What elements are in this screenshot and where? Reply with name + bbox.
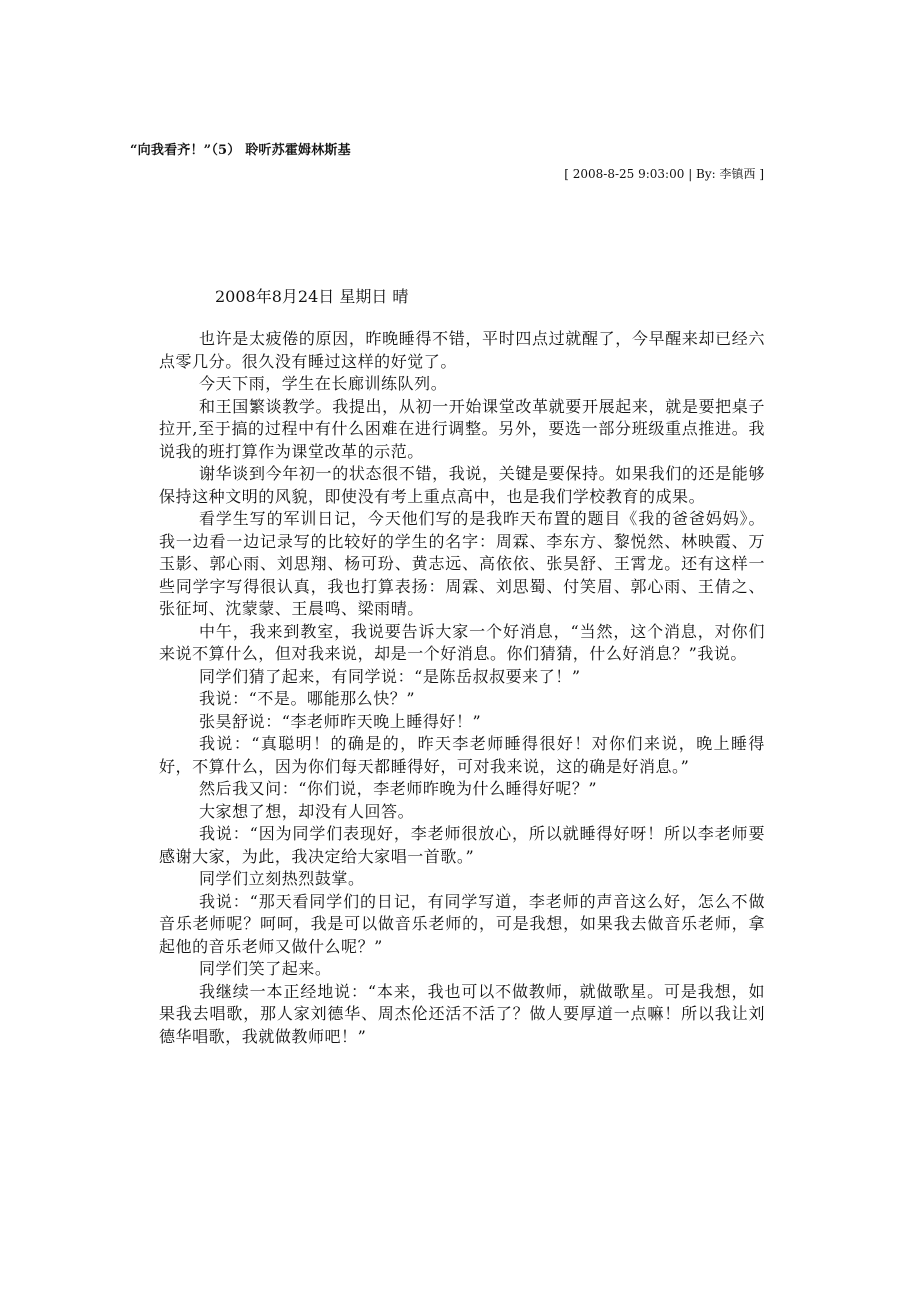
article-title: “向我看齐！”（5） 聆听苏霍姆林斯基: [130, 143, 351, 158]
paragraph: 然后我又问：“你们说，李老师昨晚为什么睡得好呢？”: [199, 779, 598, 798]
paragraph: 同学们笑了起来。: [199, 959, 332, 978]
paragraph: 我说：“那天看同学们的日记，有同学写道，李老师的声音这么好，怎么不做音乐老师呢？呵呵，我是可以做音乐老师的，可是我想，如果我去做音乐老师，拿起他的音乐老师又做什么呢？”: [159, 891, 765, 956]
paragraph: 我说：“因为同学们表现好，李老师很放心，所以就睡得好呀！所以李老师要感谢大家，为此，我决定给大家唱一首歌。”: [159, 824, 765, 866]
diary-date-line: 2008年8月24日 星期日 晴: [215, 287, 409, 306]
paragraph: 和王国繁谈教学。我提出，从初一开始课堂改革就要开展起来，就是要把桌子拉开,至于搞的过程中有什么困难在进行调整。另外，要选一部分班级重点推进。我说我的班打算作为课堂改革的示范。: [159, 396, 765, 461]
paragraph: 我继续一本正经地说：“本来，我也可以不做教师，就做歌星。可是我想，如果我去唱歌，那人家刘德华、周杰伦还活不活了？做人要厚道一点嘛！所以我让刘德华唱歌，我就做教师吧！”: [159, 981, 765, 1046]
paragraph: 同学们猜了起来，有同学说：“是陈岳叔叔要来了！”: [199, 666, 581, 686]
article-meta: [ 2008-8-25 9:03:00 | By: 李镇西 ]: [564, 167, 764, 181]
paragraph: 也许是太疲倦的原因，昨晚睡得不错，平时四点过就醒了，今早醒来却已经六点零几分。很久没有睡过这样的好觉了。: [159, 329, 765, 371]
paragraph: 谢华谈到今年初一的状态很不错，我说，关键是要保持。如果我们的还是能够保持这种文明的风貌，即使没有考上重点高中，也是我们学校教育的成果。: [159, 464, 765, 506]
paragraph: 大家想了想，却没有人回答。: [199, 801, 415, 821]
paragraph: 同学们立刻热烈鼓掌。: [199, 869, 365, 888]
paragraph: 看学生写的军训日记，今天他们写的是我昨天布置的题目《我的爸爸妈妈》。我一边看一边记录写的比较好的学生的名字：周霖、李东方、黎悦然、林映霞、万玉影、郭心雨、刘思翔、杨可玢、黄志远、高依依、张昊舒、王霄龙。还有这样一些同学字写得很认真，我也打算表扬：周霖、刘思蜀、付笑眉、郭心雨、王倩之、张征坷、沈蒙蒙、王晨鸣、梁雨晴。: [159, 509, 765, 618]
article-body: [159, 328, 765, 1048]
paragraph: 中午，我来到教室，我说要告诉大家一个好消息，“当然，这个消息，对你们来说不算什么，但对我来说，却是一个好消息。你们猜猜，什么好消息？”我说。: [159, 621, 765, 663]
paragraph: 张昊舒说：“李老师昨天晚上睡得好！”: [199, 711, 482, 731]
paragraph: 我说：“不是。哪能那么快？”: [199, 689, 416, 708]
paragraph: 今天下雨，学生在长廊训练队列。: [199, 374, 448, 393]
paragraph: 我说：“真聪明！的确是的，昨天李老师睡得很好！对你们来说，晚上睡得好，不算什么，因为你们每天都睡得好，可对我来说，这的确是好消息。”: [159, 734, 765, 776]
